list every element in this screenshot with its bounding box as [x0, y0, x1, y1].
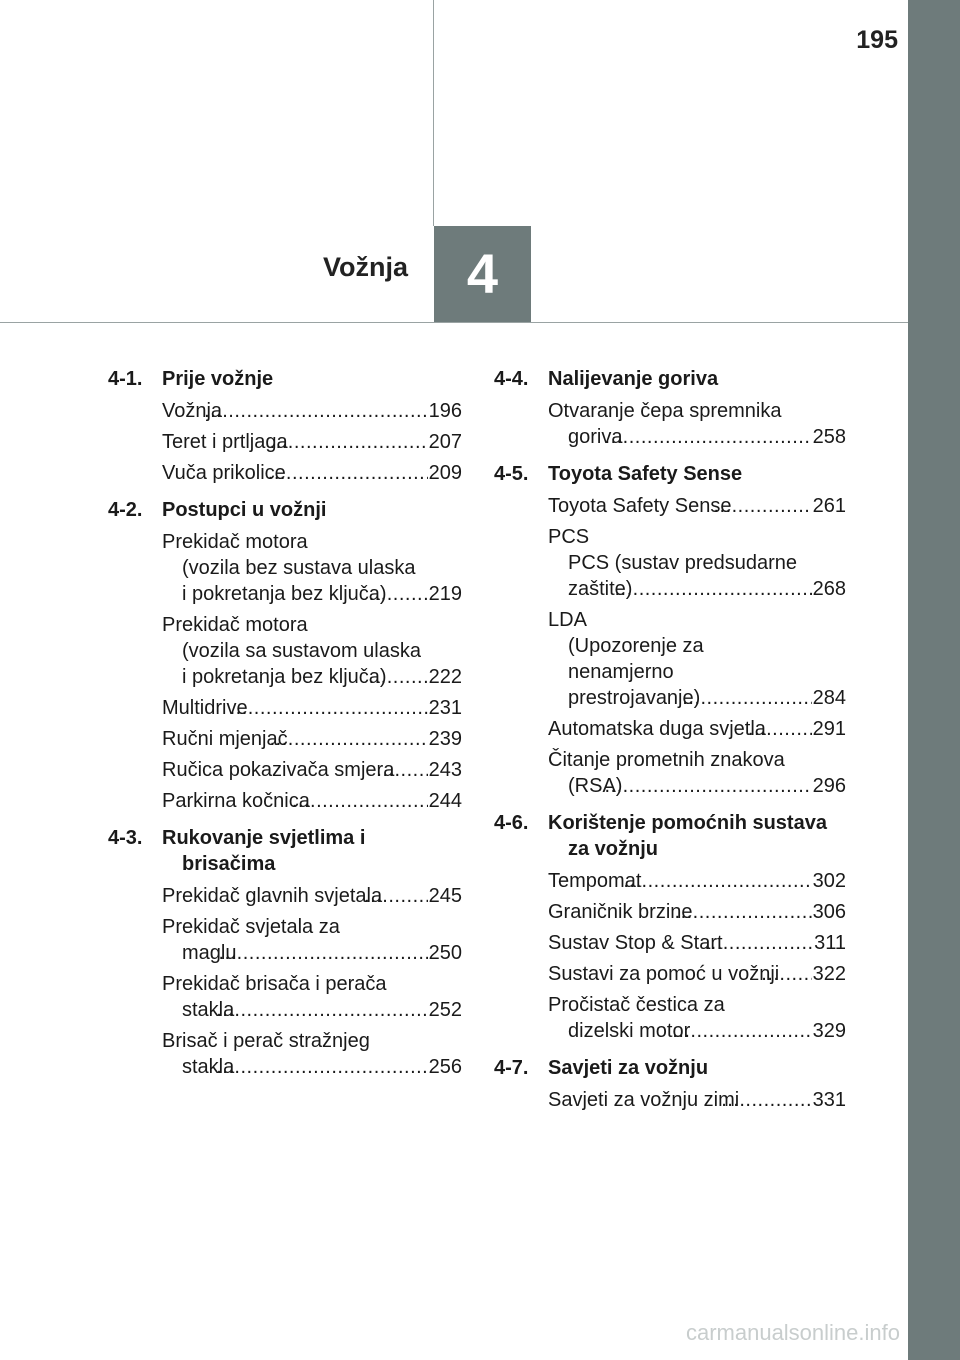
toc-entry-page: 331	[812, 1089, 846, 1111]
toc-entry-title: Ručni mjenjač .....	[162, 726, 428, 752]
toc-entry-title: Multidrive .....	[162, 695, 428, 721]
toc-entry[interactable]	[548, 1087, 846, 1113]
toc-entry-title: Prekidač brisača i perača stakla .....	[162, 971, 428, 1023]
toc-entry-page: 291	[812, 718, 846, 740]
toc-left-column	[108, 366, 462, 1091]
toc-entry-page: 239	[428, 728, 462, 750]
toc-entry-page: 322	[812, 963, 846, 985]
toc-entry-page: 256	[428, 1056, 462, 1078]
toc-section	[494, 810, 846, 862]
toc-entry-title: Automatska duga svjetla .....	[548, 716, 812, 742]
chapter-title: Vožnja	[322, 252, 408, 282]
section-title: Prije vožnje	[162, 368, 274, 390]
toc-section	[494, 461, 846, 487]
section-number: 4-1.	[108, 368, 143, 390]
toc-entry[interactable]	[162, 1028, 462, 1080]
toc-entry-title: LDA (Upozorenje za nenamjerno prestrojavanje) .....	[548, 607, 812, 711]
section-title: Rukovanje svjetlima i brisačima	[162, 827, 366, 875]
toc-entry-title: Prekidač glavnih svjetala .....	[162, 883, 428, 909]
toc-entry-page: 329	[812, 1020, 846, 1042]
toc-entry-title: Savjeti za vožnju zimi .....	[548, 1087, 812, 1113]
toc-section	[108, 497, 462, 523]
toc-entry[interactable]	[548, 398, 846, 450]
toc-section	[494, 1055, 846, 1081]
toc-entry-page: 250	[428, 942, 462, 964]
section-number: 4-6.	[494, 812, 529, 834]
section-number: 4-5.	[494, 463, 529, 485]
section-title: Korištenje pomoćnih sustava za vožnju	[548, 812, 827, 860]
toc-entry[interactable]	[162, 788, 462, 814]
toc-entry[interactable]	[548, 716, 846, 742]
toc-entry-title: Čitanje prometnih znakova (RSA) .....	[548, 747, 812, 799]
toc-entry-title: Pročistač čestica za dizelski motor .....	[548, 992, 812, 1044]
divider-vertical	[433, 0, 434, 226]
toc-section	[108, 366, 462, 392]
toc-entry-page: 306	[812, 901, 846, 923]
toc-entry-page: 284	[812, 687, 846, 709]
toc-entry-page: 207	[428, 431, 462, 453]
toc-entry-title: Ručica pokazivača smjera .....	[162, 757, 428, 783]
toc-entry-page: 245	[428, 885, 462, 907]
toc-entry-page: 243	[428, 759, 462, 781]
toc-entry-page: 302	[812, 870, 846, 892]
toc-entry[interactable]	[162, 883, 462, 909]
toc-entry-page: 244	[428, 790, 462, 812]
toc-entry[interactable]	[548, 524, 846, 602]
page-number: 195	[856, 26, 898, 54]
toc-entry-page: 261	[812, 495, 846, 517]
toc-section	[494, 366, 846, 392]
toc-entry-page: 196	[428, 400, 462, 422]
toc-entry-page: 219	[428, 583, 462, 605]
section-title: Postupci u vožnji	[162, 499, 327, 521]
section-number: 4-4.	[494, 368, 529, 390]
toc-entry-page: 209	[428, 462, 462, 484]
toc-entry[interactable]	[162, 429, 462, 455]
section-number: 4-2.	[108, 499, 143, 521]
toc-entry-page: 268	[812, 578, 846, 600]
toc-entry[interactable]	[162, 460, 462, 486]
toc-entry[interactable]	[162, 695, 462, 721]
toc-entry[interactable]	[162, 612, 462, 690]
toc-entry-title: Brisač i perač stražnjeg stakla .....	[162, 1028, 428, 1080]
section-number: 4-3.	[108, 827, 143, 849]
toc-entry-title: Sustav Stop & Start .....	[548, 930, 813, 956]
section-title: Nalijevanje goriva	[548, 368, 719, 390]
toc-entry-title: Toyota Safety Sense .....	[548, 493, 812, 519]
toc-entry-title: Prekidač motora (vozila bez sustava ulaska i pokretanja bez ključa) .....	[162, 529, 428, 607]
toc-entry-title: Vuča prikolice .....	[162, 460, 428, 486]
toc-right-column	[494, 366, 846, 1124]
watermark: carmanualsonline.info	[685, 1320, 900, 1345]
toc-entry-page: 311	[814, 932, 846, 954]
side-tab	[908, 0, 960, 1360]
toc-entry-page: 222	[428, 666, 462, 688]
toc-entry[interactable]	[162, 398, 462, 424]
toc-entry[interactable]	[162, 757, 462, 783]
toc-entry-title: Prekidač motora (vozila sa sustavom ulaska i pokretanja bez ključa) .....	[162, 612, 428, 690]
divider-horizontal	[0, 322, 908, 323]
toc-entry-page: 258	[812, 426, 846, 448]
toc-entry[interactable]	[548, 961, 846, 987]
toc-entry[interactable]	[162, 914, 462, 966]
section-number: 4-7.	[494, 1057, 529, 1079]
toc-entry[interactable]	[548, 930, 846, 956]
toc-entry[interactable]	[548, 992, 846, 1044]
toc-entry-title: Sustavi za pomoć u vožnji .....	[548, 961, 812, 987]
section-title: Savjeti za vožnju	[548, 1057, 709, 1079]
section-title: Toyota Safety Sense	[548, 463, 743, 485]
toc-entry-title: Parkirna kočnica .....	[162, 788, 428, 814]
toc-entry-title: PCS PCS (sustav predsudarne zaštite) .....	[548, 524, 812, 602]
toc-entry-page: 296	[812, 775, 846, 797]
toc-entry-title: Graničnik brzine .....	[548, 899, 812, 925]
toc-entry[interactable]	[162, 971, 462, 1023]
chapter-number: 4	[434, 226, 531, 322]
toc-entry-page: 252	[428, 999, 462, 1021]
toc-entry[interactable]	[548, 747, 846, 799]
toc-entry[interactable]	[548, 899, 846, 925]
toc-entry-title: Tempomat .....	[548, 868, 812, 894]
toc-entry-title: Otvaranje čepa spremnika goriva .....	[548, 398, 812, 450]
toc-entry-title: Prekidač svjetala za maglu .....	[162, 914, 428, 966]
toc-entry-title: Teret i prtljaga .....	[162, 429, 428, 455]
toc-entry[interactable]	[548, 868, 846, 894]
toc-section	[108, 825, 462, 877]
toc-entry[interactable]	[548, 607, 846, 711]
toc-entry-page: 231	[428, 697, 462, 719]
toc-entry-title: Vožnja .....	[162, 398, 428, 424]
toc-entry[interactable]	[162, 529, 462, 607]
toc-entry[interactable]	[162, 726, 462, 752]
toc-entry[interactable]	[548, 493, 846, 519]
